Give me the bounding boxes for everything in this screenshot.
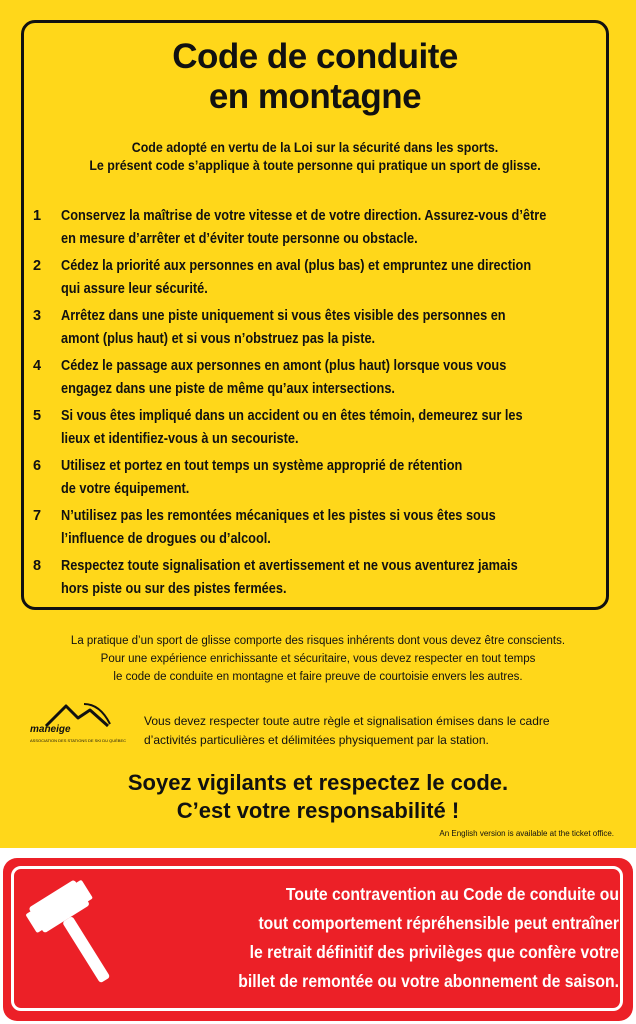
risk-line-1: La pratique d’un sport de glisse comporte des risques inhérents dont vous devez être conscients. bbox=[70, 635, 566, 647]
warning-text bbox=[151, 880, 619, 996]
rule-item bbox=[33, 405, 593, 455]
rule-item bbox=[33, 205, 593, 255]
rule-number: 8 bbox=[33, 558, 42, 574]
warning-line-1: Toute contravention au Code de conduite ou bbox=[285, 884, 619, 904]
rule-number: 5 bbox=[33, 408, 42, 424]
rule-item bbox=[33, 555, 593, 605]
rule-line: en mesure d’arrêter et d’éviter toute personne ou obstacle. bbox=[61, 231, 418, 247]
rule-line: Conservez la maîtrise de votre vitesse et de votre direction. Assurez-vous d’être bbox=[61, 208, 547, 224]
station-line-2: d’activités particulières et délimitées physiquement par la station. bbox=[144, 733, 489, 747]
rule-line: Utilisez et portez en tout temps un système approprié de rétention bbox=[61, 458, 463, 474]
rule-item bbox=[33, 255, 593, 305]
station-notice bbox=[144, 712, 614, 750]
code-box bbox=[21, 20, 609, 610]
slogan-line-2: C’est votre responsabilité ! bbox=[176, 798, 460, 823]
maneige-logo bbox=[30, 702, 140, 744]
rule-number: 3 bbox=[33, 308, 42, 324]
risk-line-2: Pour une expérience enrichissante et sécuritaire, vous devez respecter en tout temps bbox=[100, 653, 536, 665]
title-line-2: en montagne bbox=[208, 77, 422, 116]
intro-text bbox=[47, 139, 582, 175]
rule-line: amont (plus haut) et si vous n’obstruez pas la piste. bbox=[61, 331, 376, 347]
rule-line: Cédez la priorité aux personnes en aval (plus bas) et empruntez une direction bbox=[61, 258, 532, 274]
rule-line: engagez dans une piste de même qu’aux intersections. bbox=[61, 381, 395, 397]
rule-line: Si vous êtes impliqué dans un accident ou en êtes témoin, demeurez sur les bbox=[61, 408, 523, 424]
rule-line: l’influence de drogues ou d’alcool. bbox=[61, 531, 271, 547]
gavel-icon bbox=[15, 878, 139, 988]
title-line-1: Code de conduite bbox=[172, 37, 458, 76]
rule-item bbox=[33, 505, 593, 555]
warning-panel bbox=[3, 858, 633, 1021]
intro-line-1: Code adopté en vertu de la Loi sur la sécurité dans les sports. bbox=[131, 140, 499, 155]
rule-line: Respectez toute signalisation et avertissement et ne vous aventurez jamais bbox=[61, 558, 518, 574]
rule-number: 1 bbox=[33, 208, 42, 224]
english-note: An English version is available at the ticket office. bbox=[439, 829, 614, 838]
logo-wordmark: maneige bbox=[30, 724, 71, 735]
rule-item bbox=[33, 355, 593, 405]
rule-item bbox=[33, 305, 593, 355]
rule-number: 2 bbox=[33, 258, 42, 274]
rule-item bbox=[33, 455, 593, 505]
rule-line: hors piste ou sur des pistes fermées. bbox=[61, 581, 287, 597]
sign-title bbox=[24, 37, 606, 117]
rule-line: N’utilisez pas les remontées mécaniques et les pistes si vous êtes sous bbox=[61, 508, 496, 524]
rule-line: de votre équipement. bbox=[61, 481, 190, 497]
warning-line-2: tout comportement répréhensible peut entraîner bbox=[258, 913, 619, 933]
rule-number: 6 bbox=[33, 458, 42, 474]
rule-number: 4 bbox=[33, 358, 42, 374]
rule-line: qui assure leur sécurité. bbox=[61, 281, 208, 297]
warning-line-3: le retrait définitif des privilèges que confère votre bbox=[249, 942, 619, 962]
rule-number: 7 bbox=[33, 508, 42, 524]
rule-line: Arrêtez dans une piste uniquement si vous êtes visible des personnes en bbox=[61, 308, 506, 324]
logo-subtitle: ASSOCIATION DES STATIONS DE SKI DU QUÉBEC bbox=[30, 738, 127, 743]
station-line-1: Vous devez respecter toute autre règle et signalisation émises dans le cadre bbox=[144, 714, 550, 728]
risk-notice bbox=[0, 632, 636, 686]
intro-line-2: Le présent code s’applique à toute personne qui pratique un sport de glisse. bbox=[89, 158, 541, 173]
slogan bbox=[0, 769, 636, 825]
warning-line-4: billet de remontée ou votre abonnement de saison. bbox=[238, 971, 619, 991]
slogan-line-1: Soyez vigilants et respectez le code. bbox=[127, 770, 509, 795]
rules-list bbox=[33, 205, 593, 605]
rule-line: lieux et identifiez-vous à un secouriste. bbox=[61, 431, 299, 447]
risk-line-3: le code de conduite en montagne et faire preuve de courtoisie envers les autres. bbox=[113, 671, 523, 683]
rule-line: Cédez le passage aux personnes en amont (plus haut) lorsque vous vous bbox=[61, 358, 507, 374]
